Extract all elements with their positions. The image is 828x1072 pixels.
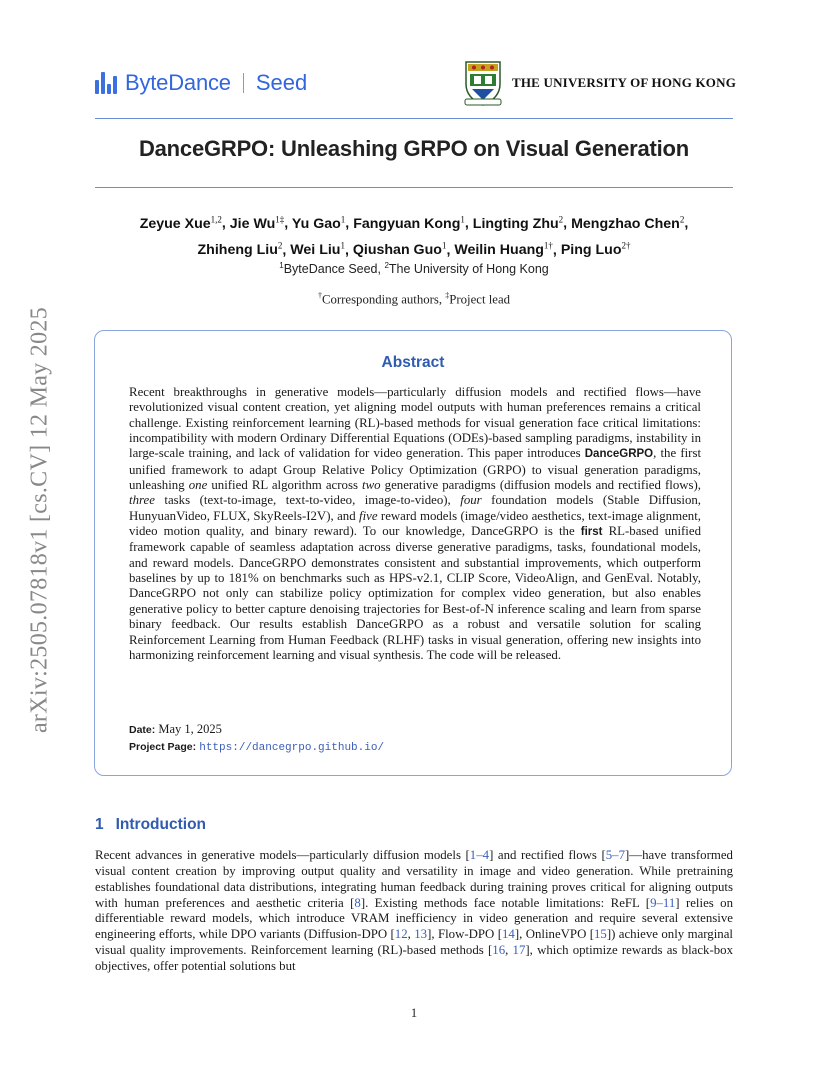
- citation-link[interactable]: 16: [492, 943, 506, 958]
- citation-link[interactable]: 12: [394, 927, 408, 942]
- citation-link[interactable]: 5–7: [605, 848, 625, 862]
- project-page-line: [129, 739, 384, 754]
- citation-link[interactable]: 8: [354, 895, 361, 910]
- header-rule-top: [95, 118, 733, 119]
- date-label: Date:: [129, 724, 156, 736]
- seed-wordmark: Seed: [255, 70, 308, 95]
- author: Qiushan Guo$^1$: [352, 240, 447, 259]
- author: Mengzhao Chen$^2$: [571, 214, 685, 232]
- hku-logo: [462, 58, 736, 108]
- section-number: 1: [95, 816, 104, 833]
- citation-link[interactable]: 17: [512, 943, 526, 958]
- bytedance-logo-icon: [95, 72, 117, 94]
- author: Wei Liu$^1$: [290, 240, 345, 259]
- citation-link[interactable]: 1–4: [469, 848, 490, 862]
- arxiv-stamp-text: arXiv:2505.07818v1 [cs.CV] 12 May 2025: [26, 306, 53, 734]
- author: Fangyuan Kong$^1$: [353, 214, 465, 232]
- author: Ping Luo$^{2\dagger}$: [560, 240, 631, 259]
- author: Lingting Zhu$^2$: [472, 214, 564, 232]
- citation-link[interactable]: 9–11: [650, 895, 676, 910]
- affiliation: The University of Hong Kong: [388, 262, 549, 277]
- logo-divider: [243, 73, 244, 93]
- section-heading: [95, 816, 206, 834]
- author: Weilin Huang$^{1\dagger}$: [454, 240, 553, 259]
- author: Zhiheng Liu$^2$: [197, 240, 283, 259]
- hku-name: THE UNIVERSITY OF HONG KONG: [512, 75, 737, 90]
- abstract-text: Recent breakthroughs in generative models—particularly diffusion models and rectified flows—have revolutionized visual content creation, yet aligning model outputs with human preferences remains a critical challenge. Existing reinforcement learning (RL)-based methods for visual generation face critical limitations: incompatibility with modern Ordinary Differential Equations (ODEs)-based sampling paradigms, instability in large-scale training, and lack of validation for video generation. This paper introduces DanceGRPO, the first unified framework to adapt Group Relative Policy Optimization (GRPO) to visual generation paradigms, unleashing one unified RL algorithm across two generative paradigms (diffusion models and rectified flows), three tasks (text-to-image, text-to-video, image-to-video), four foundation models (Stable Diffusion, HunyuanVideo, FLUX, SkyReels-I2V), and five reward models (image/video aesthetics, text-image alignment, video motion quality, and binary reward). To our knowledge, DanceGRPO is the first RL-based unified framework capable of seamless adaptation across diverse generative paradigms, tasks, foundational models, and reward models. DanceGRPO demonstrates consistent and substantial improvements, which outperform baselines by up to 181% on benchmarks such as HPS-v2.1, CLIP Score, VideoAlign, and GenEval. Notably, DanceGRPO not only can stabilize policy optimization for complex video generation, but also enables generative policy to better capture denoising trajectories for Best-of-N inference scaling and learn from sparse binary feedback. Our results establish DanceGRPO as a robust and versatile solution for scaling Reinforcement Learning from Human Feedback (RLHF) tasks in visual generation, offering new insights into harmonizing reinforcement learning and visual synthesis. The code will be released.: [129, 385, 702, 662]
- affiliation: ByteDance Seed: [283, 262, 378, 277]
- author: Zeyue Xue$^{1,2}$: [139, 214, 222, 232]
- citation-link[interactable]: 14: [501, 927, 515, 942]
- section-title: Introduction: [115, 816, 207, 833]
- corresponding-note: †Corresponding authors, ‡Project lead: [317, 291, 511, 307]
- hku-crest-icon: [462, 58, 504, 108]
- citation-link[interactable]: 13: [414, 927, 428, 942]
- arxiv-stamp: [22, 280, 58, 760]
- author-list: Zeyue Xue$^{1,2}$, Jie $Wu^{1\ddagger}$, Yu Gao$^1$, Fangyuan Kong$^1$, Lingting Zhu$^2$, Mengzhao Chen$^2$, Zhiheng Liu$^2$, Wei Liu$^1$, Qiushan Guo$^1$, Weilin Huang$^{1\dagger}$, Ping Luo$^{2\dagger}$: [139, 214, 689, 259]
- date-line: [129, 722, 222, 737]
- citation-link[interactable]: 15: [594, 927, 607, 942]
- project-page-link[interactable]: https://dancegrpo.github.io/: [199, 742, 385, 754]
- bytedance-seed-logo: [95, 70, 307, 96]
- bytedance-wordmark: ByteDance: [125, 70, 231, 95]
- header-rule-bottom: [95, 187, 733, 188]
- affiliations: $^1$ByteDance Seed, $^2$The University of Hong Kong: [279, 261, 549, 277]
- date-value: May 1, 2025: [158, 722, 222, 736]
- introduction-text: Recent advances in generative models—particularly diffusion models [1–4] and rectified flows [5–7]—have transformed visual content creation by improving output quality and versatility in image and video generation. While pretraining establishes foundational data distributions, integrating human feedback during training proves critical for aligning outputs with human preferences and aesthetic criteria [8]. Existing methods face notable limitations: ReFL [9–11] relies on differentiable reward models, which introduce VRAM inefficiency in video generation and require several extensive engineering efforts, while DPO variants (Diffusion-DPO [12, 13], Flow-DPO [14], OnlineVPO [15]) achieve only marginal visual quality improvements. Reinforcement learning (RL)-based methods [16, 17], which optimize rewards as black-box objectives, offer potential solutions but: [95, 848, 734, 973]
- author: Yu Gao$^1$: [291, 214, 346, 232]
- paper-title: DanceGRPO: Unleashing GRPO on Visual Generation: [138, 136, 690, 161]
- page-number: 1: [410, 1006, 418, 1020]
- project-page-label: Project Page:: [129, 741, 197, 753]
- abstract-heading: Abstract: [381, 354, 445, 371]
- author: Jie $Wu^{1\ddagger}$: [229, 214, 285, 232]
